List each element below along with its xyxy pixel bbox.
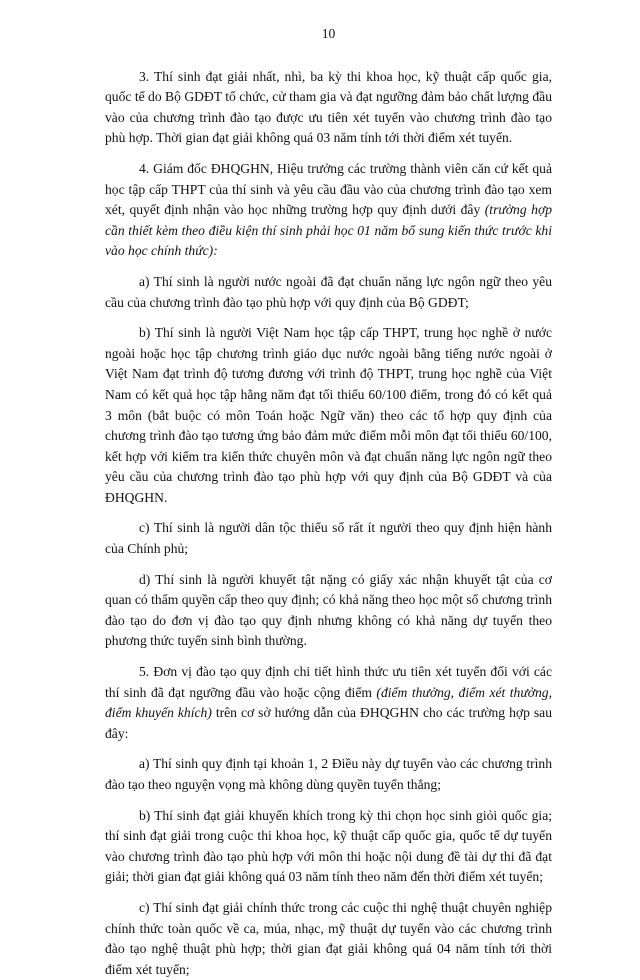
paragraph-4-text: 4. Giám đốc ĐHQGHN, Hiệu trưởng các trường thành viên căn cứ kết quả học tập cấp THPT của thí sinh và yêu cầu đầu vào của chương trình đào tạo xem xét, quyết định nhận vào học những trường hợp quy định dưới đây: [105, 160, 552, 218]
paragraph-5c: c) Thí sinh đạt giải chính thức trong các cuộc thi nghệ thuật chuyên nghiệp chính thức toàn quốc về ca, múa, nhạc, mỹ thuật dự tuyển vào các chương trình đào tạo nghệ thuật phù hợp; thời gian đạt giải không quá 04 năm tính tới thời điểm xét tuyển;: [105, 899, 552, 977]
paragraph-5-tail: trên cơ sở hướng dẫn của ĐHQGHN cho các trường hợp sau đây:: [105, 705, 552, 741]
paragraph-4c: c) Thí sinh là người dân tộc thiểu số rất ít người theo quy định hiện hành của Chính phủ;: [105, 520, 552, 557]
paragraph-5: [105, 662, 552, 744]
paragraph-4a: a) Thí sinh là người nước ngoài đã đạt chuẩn năng lực ngôn ngữ theo yêu cầu của chương trình đào tạo phù hợp với quy định của Bộ GDĐT;: [105, 273, 552, 310]
paragraph-4d: d) Thí sinh là người khuyết tật nặng có giấy xác nhận khuyết tật của cơ quan có thẩm quyền cấp theo quy định; có khả năng theo học một số chương trình đào tạo do đơn vị đào tạo quy định nhưng không có khả năng dự tuyển theo phương thức tuyển sinh bình thường.: [105, 571, 552, 649]
paragraph-5-italic-note: (điểm thưởng, điểm xét thưởng, điểm khuyến khích): [105, 684, 552, 721]
paragraph-5b: b) Thí sinh đạt giải khuyến khích trong kỳ thi chọn học sinh giỏi quốc gia; thí sinh đạt giải trong cuộc thi khoa học, kỹ thuật cấp quốc gia, quốc tế dự tuyển vào chương trình đào tạo phù hợp với môn thi hoặc nội dung đề tài dự thi đã đạt giải; thời gian đạt giải không quá 03 năm tính theo năm đến thời điểm xét tuyển;: [105, 807, 552, 885]
paragraph-4: [105, 159, 552, 262]
page-number: 10: [321, 26, 336, 41]
paragraph-5a: a) Thí sinh quy định tại khoản 1, 2 Điều này dự tuyển vào các chương trình đào tạo theo nguyện vọng mà không dùng quyền tuyển thẳng;: [105, 756, 552, 792]
paragraph-4b: b) Thí sinh là người Việt Nam học tập cấp THPT, trung học nghề ở nước ngoài hoặc học tập chương trình giáo dục nước ngoài bằng tiếng nước ngoài ở Việt Nam đạt trình độ tương đương với trình độ THPT, trung học nghề của Việt Nam có kết quả học tập hằng năm đạt tối thiểu 60/100 điểm, trong đó có kết quả 3 môn (bắt buộc có môn Toán hoặc Ngữ văn) theo các tổ hợp quy định của chương trình đào tạo tương ứng bảo đảm mức điểm mỗi môn đạt tối thiểu 60/100, kết hợp với kiểm tra kiến thức chuyên môn và đạt chuẩn năng lực ngôn ngữ theo yêu cầu của chương trình đào tạo phù hợp với quy định của Bộ GDĐT và của ĐHQGHN.: [105, 325, 552, 505]
paragraph-4-italic-note: (trường hợp cần thiết kèm theo điều kiện thí sinh phải học 01 năm bổ sung kiến thức trước khi vào học chính thức):: [105, 202, 552, 259]
paragraph-3: 3. Thí sinh đạt giải nhất, nhì, ba kỳ thi khoa học, kỹ thuật cấp quốc gia, quốc tế do Bộ GDĐT tổ chức, cử tham gia và đạt ngưỡng đảm bảo chất lượng đầu vào của chương trình đào tạo được ưu tiên xét tuyển vào chương trình đào tạo phù hợp. Thời gian đạt giải không quá 03 năm tính tới thời điểm xét tuyển.: [105, 68, 552, 146]
paragraph-5-text: 5. Đơn vị đào tạo quy định chi tiết hình thức ưu tiên xét tuyển đối với các thí sinh đã đạt ngưỡng đầu vào hoặc cộng điểm: [105, 664, 552, 700]
